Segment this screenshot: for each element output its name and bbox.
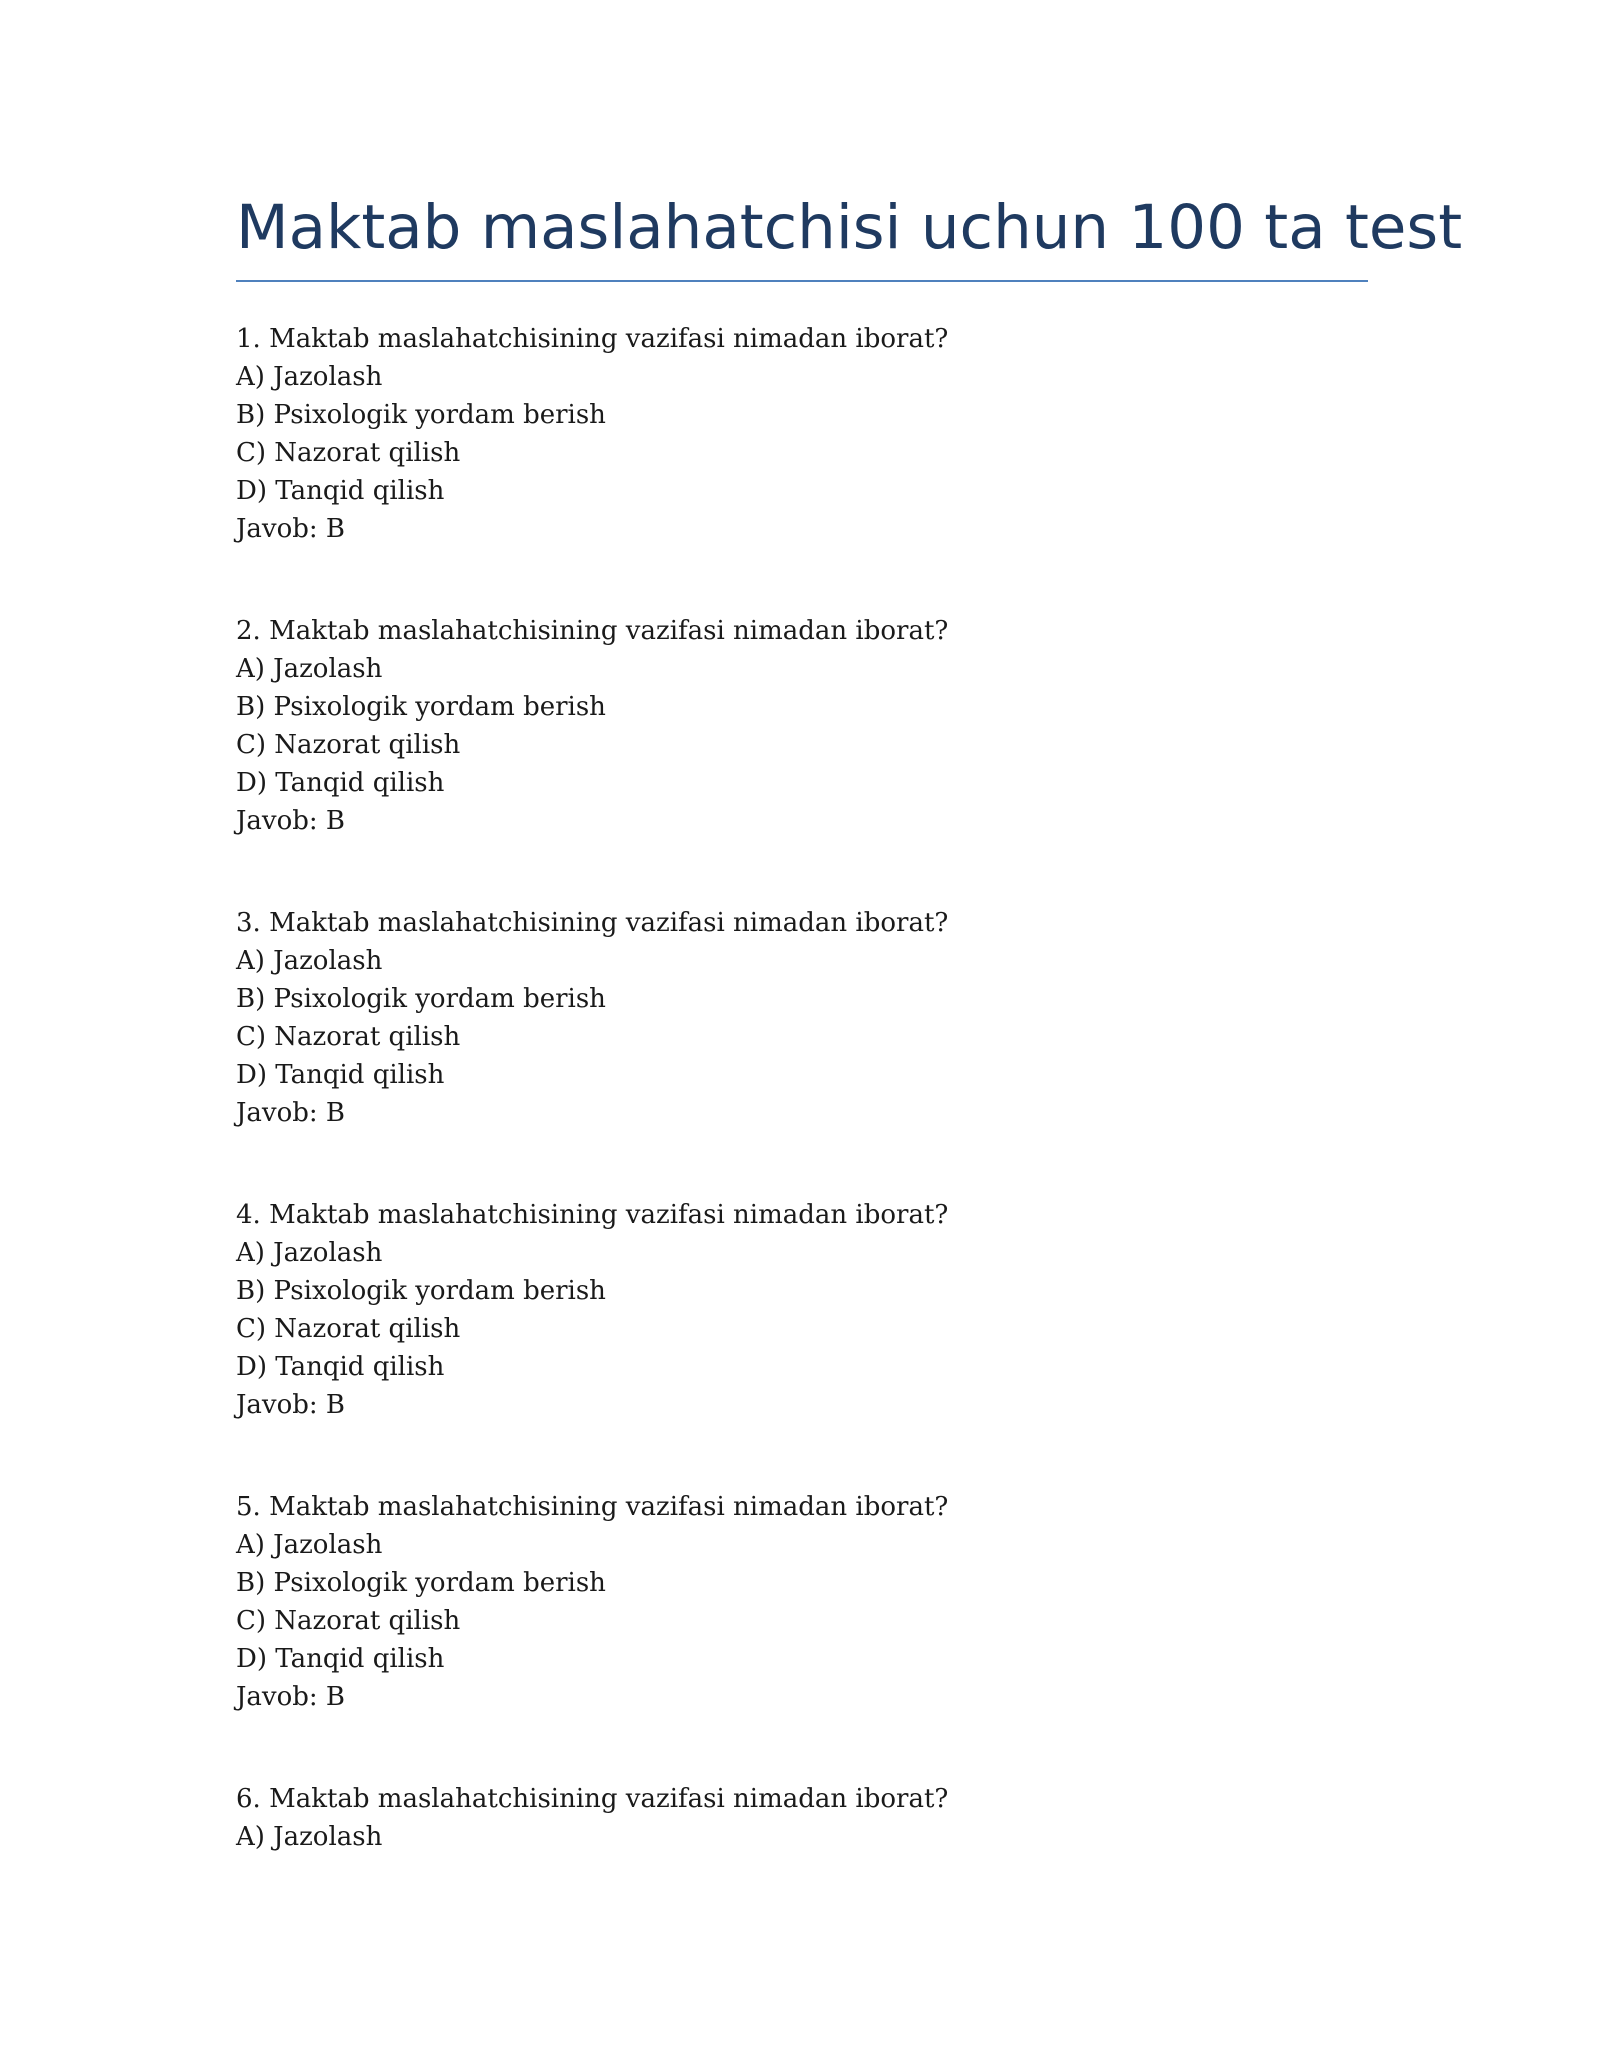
option-d: D) Tanqid qilish [236,1352,445,1382]
option-c: C) Nazorat qilish [236,1314,461,1344]
option-b: B) Psixologik yordam berish [236,1568,606,1598]
answer-line: Javob: B [236,1682,346,1712]
question-block-6 [236,1780,1366,2072]
option-c: C) Nazorat qilish [236,1022,461,1052]
option-d: D) Tanqid qilish [236,1644,445,1674]
option-a: A) Jazolash [236,1530,383,1560]
question-text: 5. Maktab maslahatchisining vazifasi nimadan iborat? [236,1492,949,1522]
question-list [236,320,1366,2072]
option-a: A) Jazolash [236,946,383,976]
question-block-5 [236,1488,1366,1780]
answer-line: Javob: B [236,806,346,836]
option-d: D) Tanqid qilish [236,768,445,798]
question-text: 2. Maktab maslahatchisining vazifasi nimadan iborat? [236,616,949,646]
option-a: A) Jazolash [236,654,383,684]
question-text: 1. Maktab maslahatchisining vazifasi nimadan iborat? [236,324,949,354]
question-block-2 [236,612,1366,904]
option-d: D) Tanqid qilish [236,476,445,506]
option-b: B) Psixologik yordam berish [236,692,606,722]
question-text: 4. Maktab maslahatchisining vazifasi nimadan iborat? [236,1200,949,1230]
answer-line: Javob: B [236,1390,346,1420]
question-text: 6. Maktab maslahatchisining vazifasi nimadan iborat? [236,1784,949,1814]
document-title: Maktab maslahatchisi uchun 100 ta test [236,192,1463,263]
option-c: C) Nazorat qilish [236,1606,461,1636]
option-c: C) Nazorat qilish [236,730,461,760]
option-d: D) Tanqid qilish [236,1060,445,1090]
question-block-4 [236,1196,1366,1488]
question-block-1 [236,320,1366,612]
question-text: 3. Maktab maslahatchisining vazifasi nimadan iborat? [236,908,949,938]
title-underline [236,280,1368,282]
option-b: B) Psixologik yordam berish [236,400,606,430]
option-b: B) Psixologik yordam berish [236,984,606,1014]
option-c: C) Nazorat qilish [236,438,461,468]
option-b: B) Psixologik yordam berish [236,1276,606,1306]
option-a: A) Jazolash [236,1238,383,1268]
answer-line: Javob: B [236,514,346,544]
question-block-3 [236,904,1366,1196]
answer-line: Javob: B [236,1098,346,1128]
option-a: A) Jazolash [236,1822,383,1852]
option-a: A) Jazolash [236,362,383,392]
